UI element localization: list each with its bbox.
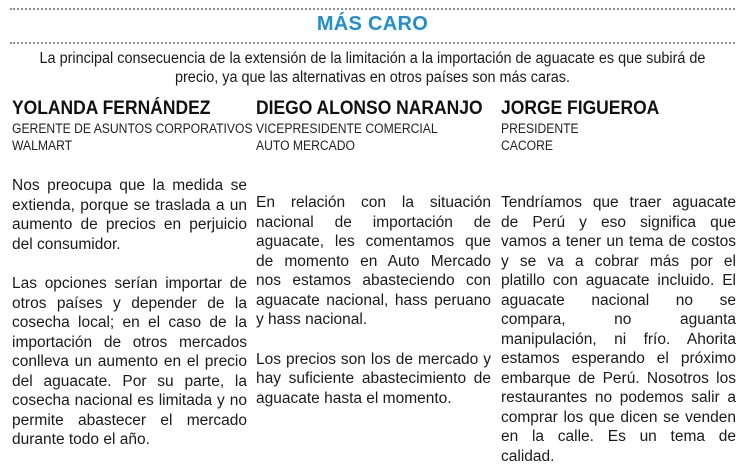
speaker-company: AUTO MERCADO: [256, 138, 356, 153]
quote-column-auto-mercado: [256, 98, 491, 408]
quote-paragraph: Las opciones serían importar de otros países y depender de la cosecha local; en el caso de la importación de otros mercados conlleva un aumento en el precio del aguacate. Por su parte, la cosecha nacional es limitada y no permite abastecer el mercado durante todo el año.: [12, 275, 247, 448]
quote-paragraph: Nos preocupa que la medida se extienda, porque se traslada a un aumento de precios en perjuicio del consumidor.: [12, 177, 247, 253]
quote-paragraph: En relación con la situación nacional de importación de aguacate, les comentamos que de momento en Auto Mercado nos estamos abasteciendo con aguacate nacional, hass peruano y hass nacional.: [256, 194, 491, 328]
speaker-company: CACORE: [501, 138, 553, 153]
section-title: MÁS CARO: [316, 13, 429, 35]
speaker-name: JORGE FIGUEROA: [501, 98, 660, 119]
quote-paragraph: Tendríamos que traer aguacate de Perú y eso significa que vamos a tener un tema de costos y se va a cobrar más por el platillo con aguacate incluido. El aguacate nacional no se compara, no aguanta manipulación, ni frío. Ahorita estamos esperando el próximo embarque de Perú. Nosotros los restaurantes no podemos salir a comprar los que dicen se venden en la calle. Es un tema de calidad.: [501, 194, 736, 465]
speaker-role: GERENTE DE ASUNTOS CORPORATIVOS: [12, 121, 253, 136]
intro-text: La principal consecuencia de la extensión de la limitación a la importación de aguacate es que subirá de precio, ya que las alternativas en otros países son más caras.: [39, 50, 706, 86]
quote-column-cacore: [501, 98, 736, 466]
speaker-company: WALMART: [12, 138, 73, 153]
bottom-dotted-rule: [10, 42, 735, 44]
speaker-role: PRESIDENTE: [501, 121, 579, 136]
speaker-role: VICEPRESIDENTE COMERCIAL: [256, 121, 438, 136]
speaker-name: YOLANDA FERNÁNDEZ: [12, 98, 211, 119]
speaker-name: DIEGO ALONSO NARANJO: [256, 98, 483, 119]
top-dotted-rule: [10, 8, 735, 10]
quote-column-walmart: [12, 98, 253, 450]
quote-paragraph: Los precios son los de mercado y hay suficiente abastecimiento de aguacate hasta el momento.: [256, 350, 491, 407]
